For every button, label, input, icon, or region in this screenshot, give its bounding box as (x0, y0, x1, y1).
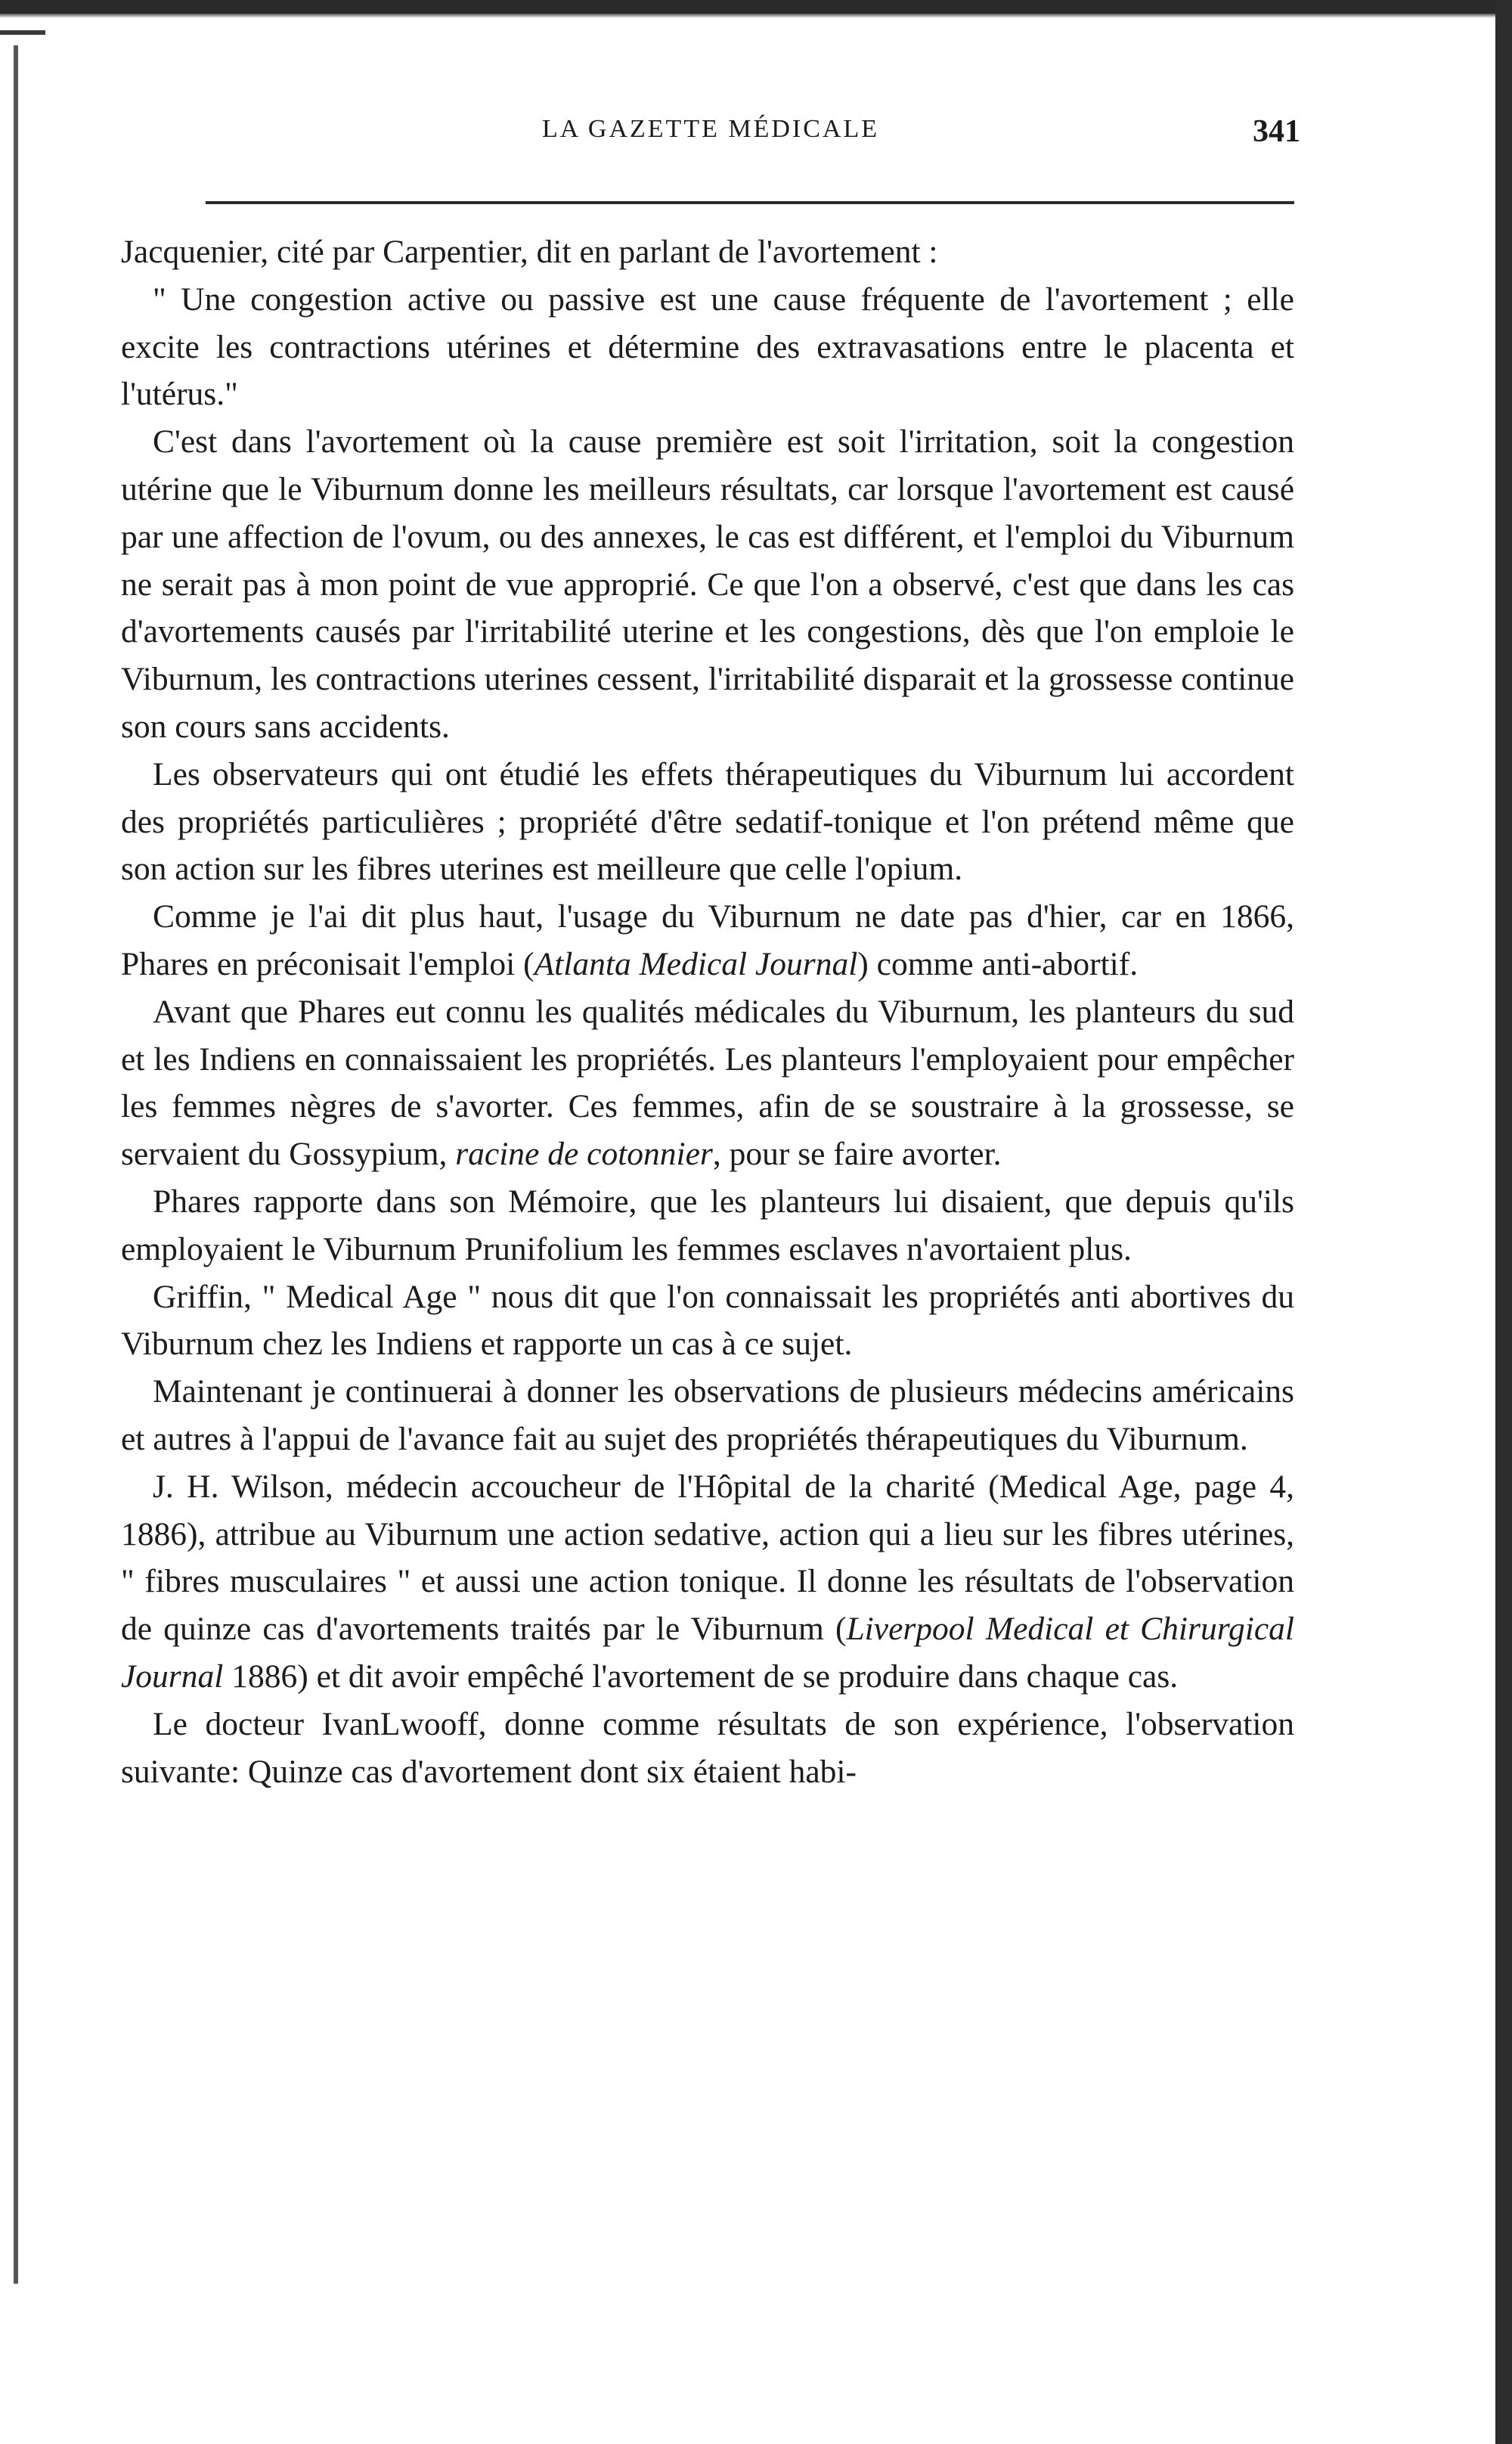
paragraph-10 (121, 1463, 1294, 1701)
paragraph-5 (121, 893, 1294, 988)
paragraph-4-text: Les observateurs qui ont étudié les effets thérapeutiques du Viburnum lui accordent des propriétés particulières ; propriété d'être sedatif-tonique et l'on prétend même que son action sur les fibres uterines est meilleure que celle l'opium. (121, 755, 1294, 888)
paragraph-4 (121, 751, 1294, 893)
paragraph-7 (121, 1178, 1294, 1273)
page-number: 341 (1253, 114, 1300, 149)
paragraph-1-text: Jacquenier, cité par Carpentier, dit en parlant de l'avortement : (121, 234, 938, 270)
paragraph-8 (121, 1273, 1294, 1369)
paragraph-5-before: Comme je l'ai dit plus haut, l'usage du Viburnum ne date pas d'hier, car en 1866, Phares en préconisait l'emploi ( (121, 898, 1294, 982)
term-racine-de-cotonnier: racine de cotonnier (455, 1136, 713, 1173)
scan-border-left (14, 45, 18, 2284)
paragraph-10-after: 1886) et dit avoir empêché l'avortement de se produire dans chaque cas. (223, 1658, 1179, 1695)
paragraph-2-text: " Une congestion active ou passive est une cause fréquente de l'avortement ; elle excite les contractions utérines et détermine des extravasations entre le placenta et l'utérus." (121, 281, 1294, 413)
paragraph-9 (121, 1368, 1294, 1463)
paragraph-3 (121, 418, 1294, 751)
scan-border-top (0, 0, 1512, 14)
scan-border-corner (0, 30, 45, 35)
running-title: LA GAZETTE MÉDICALE (541, 115, 880, 143)
header-rule (206, 201, 1294, 204)
paragraph-5-after: ) comme anti-abortif. (857, 945, 1139, 982)
paragraph-9-text: Maintenant je continuerai à donner les observations de plusieurs médecins américains et autres à l'appui de l'avance fait au sujet des propriétés thérapeutiques du Viburnum. (121, 1373, 1294, 1457)
paragraph-1 (121, 228, 1294, 276)
paragraph-11 (121, 1701, 1294, 1796)
scan-border-shadow (0, 14, 1512, 18)
paragraph-6-after: , pour se faire avorter. (712, 1136, 1002, 1173)
scan-border-right (1495, 0, 1512, 2444)
paragraph-8-text: Griffin, " Medical Age " nous dit que l'on connaissait les propriétés anti abortives du Viburnum chez les Indiens et rapporte un cas à ce sujet. (121, 1278, 1294, 1363)
citation-atlanta-journal: Atlanta Medical Journal (534, 945, 858, 982)
paragraph-7-text: Phares rapporte dans son Mémoire, que les planteurs lui disaient, que depuis qu'ils employaient le Viburnum Prunifolium les femmes esclaves n'avortaient plus. (121, 1183, 1294, 1267)
paragraph-10-before: J. H. Wilson, médecin accoucheur de l'Hôpital de la charité (Medical Age, page 4, 1886), attribue au Viburnum une action sedative, action qui a lieu sur les fibres utérines, " fibres musculaires " et aussi une action tonique. Il donne les résultats de l'observation de quinze cas d'avortements traités par le Viburnum ( (121, 1468, 1294, 1648)
citation-liverpool-journal: Liverpool Medical et Chirurgical Journal (121, 1611, 1294, 1695)
paragraph-6 (121, 988, 1294, 1178)
paragraph-11-text: Le docteur IvanLwooff, donne comme résultats de son expérience, l'observation suivante: Quinze cas d'avortement dont six étaient habi- (121, 1705, 1294, 1790)
article-body (121, 228, 1294, 1795)
paragraph-6-text: Avant que Phares eut connu les qualités médicales du Viburnum, les planteurs du sud et les Indiens en connaissaient les propriétés. Les planteurs l'employaient pour empêcher les femmes nègres de s'avorter. Ces femmes, afin de se soustraire à la grossesse, se servaient du Gossypium, (121, 993, 1294, 1173)
paragraph-3-text: C'est dans l'avortement où la cause première est soit l'irritation, soit la congestion utérine que le Viburnum donne les meilleurs résultats, car lorsque l'avortement est causé par une affection de l'ovum, ou des annexes, le cas est différent, et l'emploi du Viburnum ne serait pas à mon point de vue approprié. Ce que l'on a observé, c'est que dans les cas d'avortements causés par l'irritabilité uterine et les congestions, dès que l'on emploie le Viburnum, les contractions uterines cessent, l'irritabilité disparait et la grossesse continue son cours sans accidents. (121, 423, 1294, 745)
paragraph-2 (121, 276, 1294, 418)
page-header (121, 113, 1300, 159)
